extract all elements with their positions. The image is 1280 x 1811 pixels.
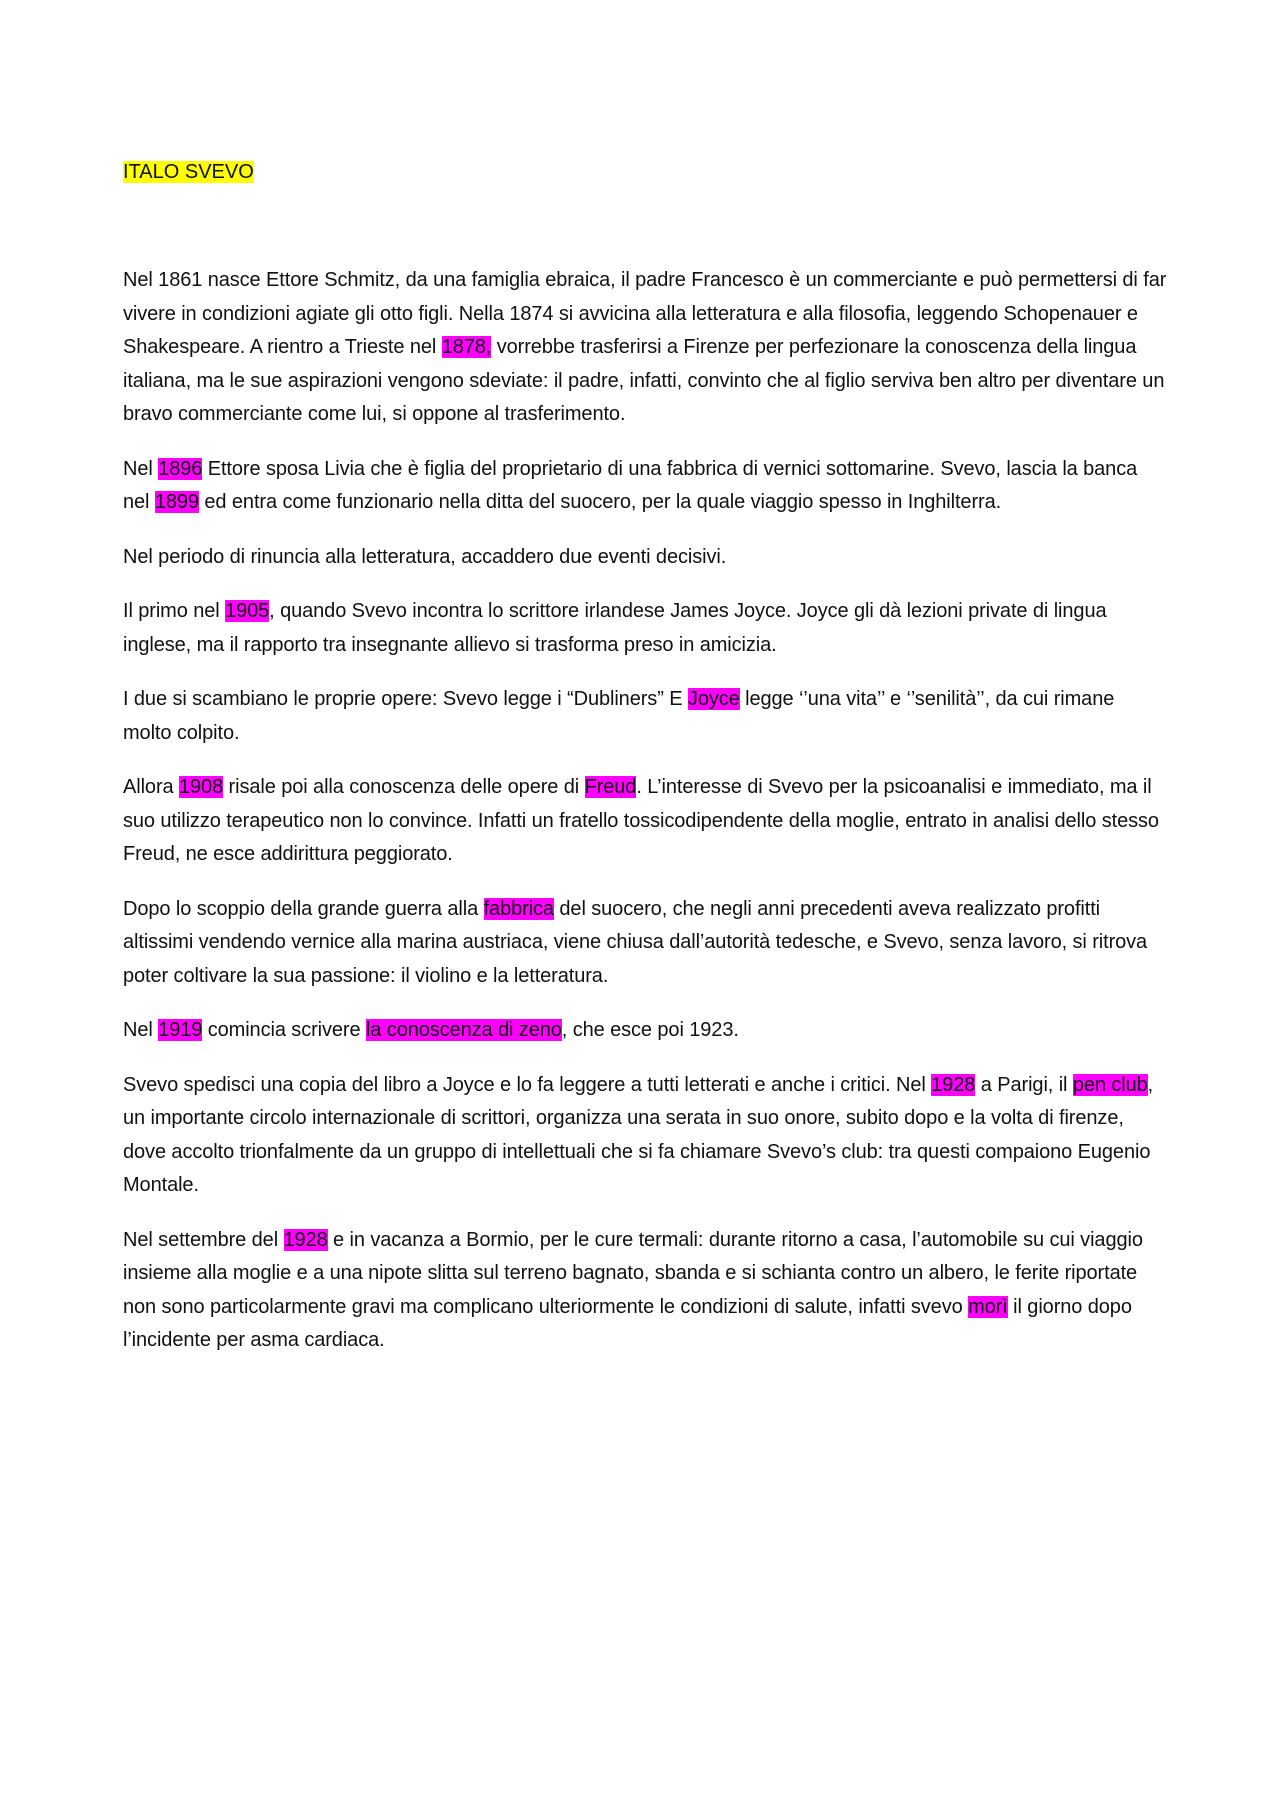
- paragraph: [123, 893, 1168, 994]
- paragraph: [123, 453, 1168, 520]
- paragraph: [123, 595, 1168, 662]
- paragraph: [123, 683, 1168, 750]
- paragraph: [123, 771, 1168, 872]
- paragraph-text: e in vacanza a Bormio, per le cure termali: durante ritorno a casa, l’automobile su cui viaggio insieme alla moglie e a una nipote slitta sul terreno bagnato, sbanda e si schianta contro un albero, le ferite riportate non sono particolarmente gravi ma complicano ulteriormente le condizioni di salute, infatti svevo: [123, 1228, 1143, 1318]
- highlighted-term: 1919: [158, 1019, 203, 1041]
- paragraph-text: Allora: [123, 776, 179, 798]
- highlighted-term: morì: [968, 1295, 1008, 1318]
- highlighted-term: 1928: [283, 1228, 328, 1251]
- paragraph-text: Svevo spedisci una copia del libro a Joyce e lo fa leggere a tutti letterati e anche i critici. Nel: [123, 1073, 932, 1096]
- highlighted-term: 1908: [179, 776, 224, 798]
- paragraph-text: Nel: [123, 1019, 159, 1041]
- highlighted-term: la conoscenza di zeno: [365, 1019, 562, 1041]
- document-body: [123, 264, 1168, 1379]
- paragraph-text: Ettore sposa Livia che è figlia del proprietario di una fabbrica di vernici sottomarine. Svevo, lascia la banca nel: [123, 457, 1138, 513]
- highlighted-term: Freud: [584, 776, 637, 798]
- paragraph-text: a Parigi, il: [975, 1073, 1073, 1096]
- paragraph-text: il giorno dopo l’incidente per asma cardiaca.: [123, 1295, 1132, 1351]
- paragraph-text: Nel periodo di rinuncia alla letteratura, accaddero due eventi decisivi.: [123, 545, 727, 568]
- paragraph-text: Dopo lo scoppio della grande guerra alla: [123, 897, 484, 920]
- paragraph-text: legge ‘’una vita’’ e ‘’senilità’’, da cui rimane molto colpito.: [123, 688, 1115, 744]
- paragraph-text: , un importante circolo internazionale di scrittori, organizza una serata in suo onore, subito dopo e la volta di firenze, dove accolto trionfalmente da un gruppo di intellettuali che si fa chiamare Svevo’s club: tra questi compaiono Eugenio Montale.: [123, 1073, 1154, 1196]
- paragraph-text: ed entra come funzionario nella ditta del suocero, per la quale viaggio spesso in Inghilterra.: [198, 491, 1002, 513]
- paragraph: [123, 541, 1168, 575]
- document-title: [123, 158, 254, 186]
- title-highlight: ITALO SVEVO: [123, 161, 254, 183]
- highlighted-term: Joyce: [687, 688, 740, 710]
- paragraph-text: Nel 1861 nasce Ettore Schmitz, da una famiglia ebraica, il padre Francesco è un commerciante e può permettersi di far vivere in condizioni agiate gli otto figli. Nella 1874 si avvicina alla letteratura e alla filosofia, leggendo Schopenauer e Shakespeare. A rientro a Trieste nel: [123, 269, 1167, 358]
- paragraph: [123, 264, 1168, 432]
- highlighted-term: 1928: [931, 1073, 976, 1096]
- highlighted-term: 1899: [154, 491, 199, 513]
- highlighted-term: pen club: [1072, 1073, 1148, 1096]
- highlighted-term: 1878,: [441, 336, 492, 358]
- paragraph-text: Il primo nel: [123, 600, 226, 622]
- paragraph-text: vorrebbe trasferirsi a Firenze per perfezionare la conoscenza della lingua italiana, ma le sue aspirazioni vengono sdeviate: il padre, infatti, convinto che al figlio serviva ben altro per diventare un bravo commerciante come lui, si oppone al trasferimento.: [123, 336, 1165, 425]
- paragraph-text: Nel settembre del: [123, 1228, 284, 1251]
- highlighted-term: fabbrica: [483, 897, 554, 920]
- paragraph-text: , che esce poi 1923.: [561, 1019, 739, 1041]
- paragraph-text: , quando Svevo incontra lo scrittore irlandese James Joyce. Joyce gli dà lezioni private di lingua inglese, ma il rapporto tra insegnante allievo si trasforma preso in amicizia.: [123, 600, 1107, 656]
- paragraph-text: I due si scambiano le proprie opere: Svevo legge i “Dubliners” E: [123, 688, 688, 710]
- paragraph: [123, 1069, 1168, 1203]
- paragraph-text: comincia scrivere: [202, 1019, 366, 1041]
- paragraph-text: risale poi alla conoscenza delle opere di: [223, 776, 585, 798]
- paragraph: [123, 1224, 1168, 1358]
- paragraph: [123, 1014, 1168, 1048]
- paragraph-text: . L’interesse di Svevo per la psicoanalisi e immediato, ma il suo utilizzo terapeutico non lo convince. Infatti un fratello tossicodipendente della moglie, entrato in analisi dello stesso Freud, ne esce addirittura peggiorato.: [123, 776, 1159, 865]
- highlighted-term: 1905: [225, 600, 270, 622]
- paragraph-text: Nel: [123, 457, 159, 480]
- paragraph-text: del suocero, che negli anni precedenti aveva realizzato profitti altissimi vendendo vernice alla marina austriaca, viene chiusa dall’autorità tedesche, e Svevo, senza lavoro, si ritrova poter coltivare la sua passione: il violino e la letteratura.: [123, 897, 1148, 987]
- highlighted-term: 1896: [158, 457, 203, 480]
